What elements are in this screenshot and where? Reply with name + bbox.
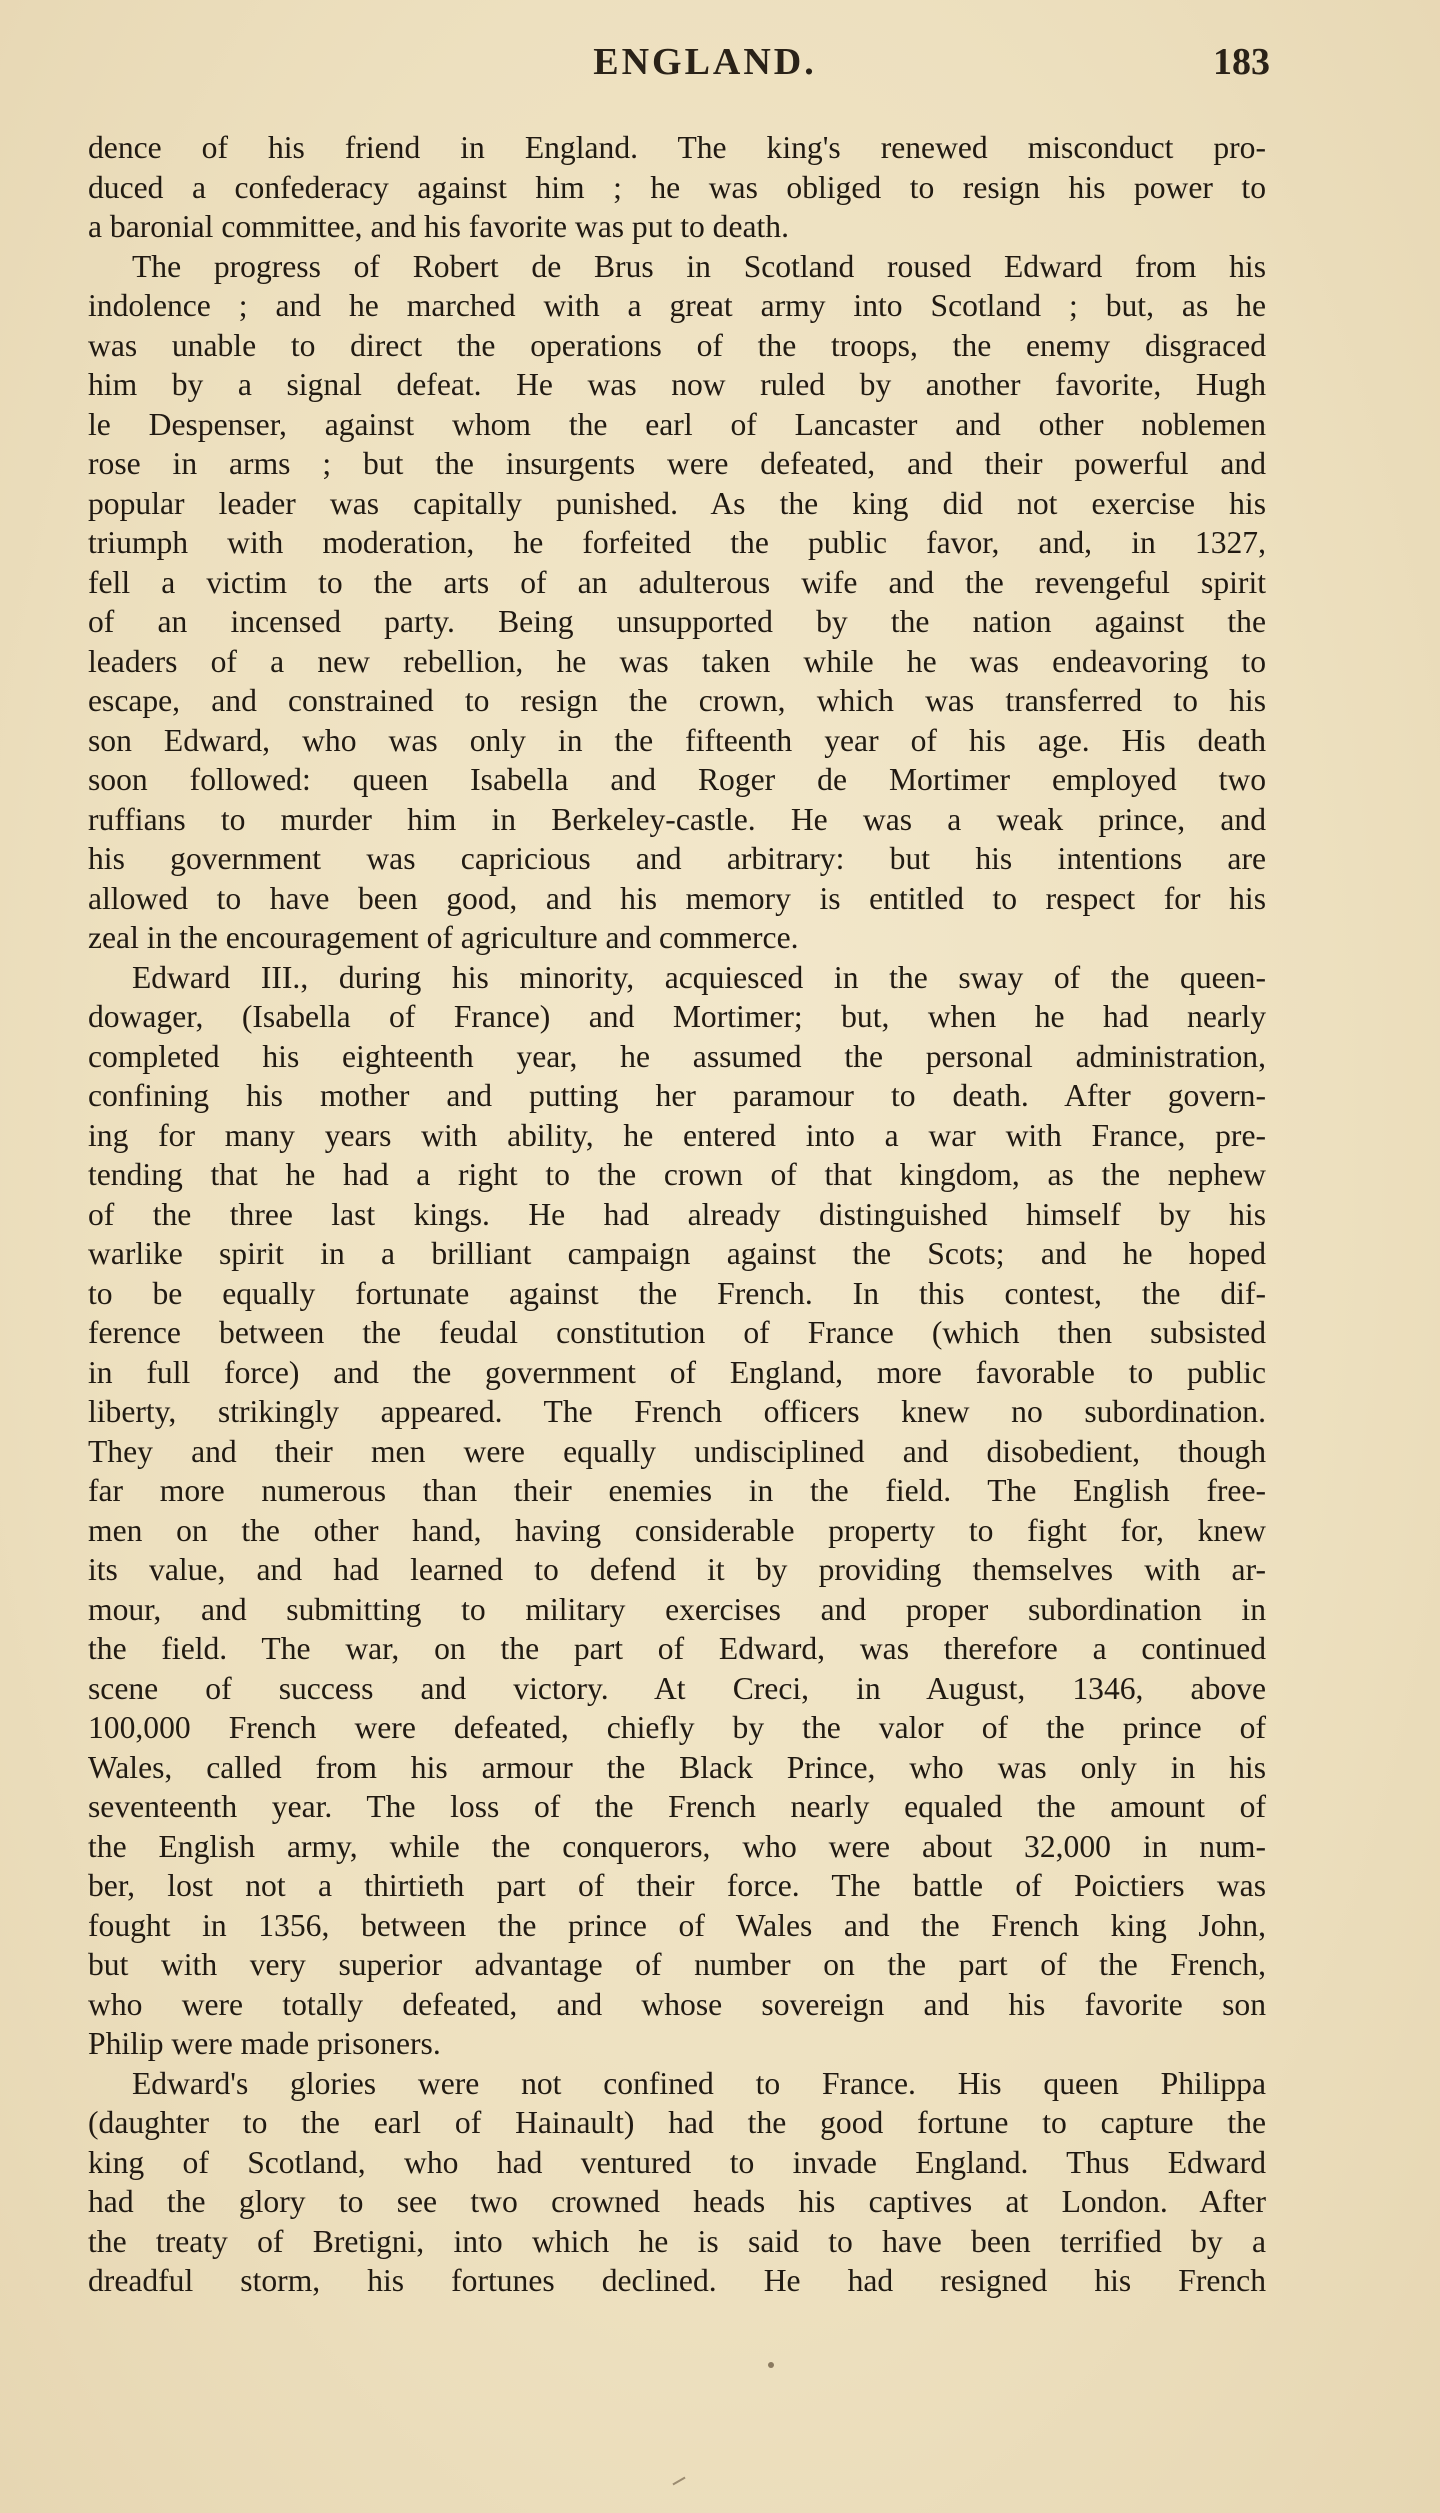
text-line: liberty, strikingly appeared. The French officers knew no subordination. [88, 1394, 1266, 1429]
text-line: dence of his friend in England. The king's renewed misconduct pro- [88, 130, 1266, 165]
text-line: but with very superior advantage of number on the part of the French, [88, 1947, 1266, 1982]
text-line: mour, and submitting to military exercises and proper subordination in [88, 1591, 1266, 1627]
text-line: ruffians to murder him in Berkeley-castle. He was a weak prince, and [88, 801, 1266, 837]
text-line: seventeenth year. The loss of the French nearly equaled the amount of [88, 1789, 1266, 1824]
text-line: king of Scotland, who had ventured to invade England. Thus Edward [88, 2144, 1266, 2180]
text-line: escape, and constrained to resign the crown, which was transferred to his [88, 683, 1266, 718]
text-line: duced a confederacy against him ; he was obliged to resign his power to [88, 169, 1266, 205]
text-line: ing for many years with ability, he entered into a war with France, pre- [88, 1117, 1266, 1153]
text-line: ber, lost not a thirtieth part of their force. The battle of Poictiers was [88, 1868, 1266, 1903]
body-text [88, 128, 1266, 2301]
text-line: son Edward, who was only in the fifteenth year of his age. His death [88, 722, 1266, 758]
text-line: the treaty of Bretigni, into which he is said to have been terrified by a [88, 2223, 1266, 2259]
print-mark [672, 2477, 685, 2486]
text-line: le Despenser, against whom the earl of Lancaster and other noblemen [88, 406, 1266, 442]
text-line: was unable to direct the operations of the troops, the enemy disgraced [88, 327, 1266, 363]
text-line: Philip were made prisoners. [88, 2026, 441, 2061]
text-line: far more numerous than their enemies in the field. The English free- [88, 1473, 1266, 1508]
running-head: ENGLAND. [593, 41, 817, 83]
text-line: warlike spirit in a brilliant campaign against the Scots; and he hoped [88, 1236, 1266, 1271]
text-line: leaders of a new rebellion, he was taken while he was endeavoring to [88, 643, 1266, 679]
text-line: of an incensed party. Being unsupported by the nation against the [88, 604, 1266, 639]
text-line: triumph with moderation, he forfeited the public favor, and, in 1327, [88, 525, 1266, 560]
text-line: him by a signal defeat. He was now ruled by another favorite, Hugh [88, 367, 1266, 402]
text-line: ference between the feudal constitution of France (which then subsisted [88, 1315, 1266, 1350]
text-line: fell a victim to the arts of an adulterous wife and the revengeful spirit [88, 564, 1266, 600]
text-line: had the glory to see two crowned heads his captives at London. After [88, 2184, 1266, 2219]
text-line: completed his eighteenth year, he assumed the personal administration, [88, 1038, 1266, 1074]
page-number: 183 [1213, 41, 1270, 83]
text-line: allowed to have been good, and his memory is entitled to respect for his [88, 880, 1266, 916]
text-line: The progress of Robert de Brus in Scotland roused Edward from his [132, 248, 1266, 284]
text-line: who were totally defeated, and whose sovereign and his favorite son [88, 1986, 1266, 2022]
text-line: men on the other hand, having considerable property to fight for, knew [88, 1512, 1266, 1548]
text-line: to be equally fortunate against the French. In this contest, the dif- [88, 1275, 1266, 1311]
page-header [140, 40, 1270, 100]
text-line: They and their men were equally undisciplined and disobedient, though [88, 1433, 1266, 1469]
text-line: his government was capricious and arbitrary: but his intentions are [88, 841, 1266, 876]
print-speck [768, 2362, 774, 2368]
text-line: of the three last kings. He had already distinguished himself by his [88, 1196, 1266, 1232]
text-line: zeal in the encouragement of agriculture and commerce. [88, 920, 799, 955]
text-line: (daughter to the earl of Hainault) had the good fortune to capture the [88, 2105, 1266, 2140]
text-line: rose in arms ; but the insurgents were defeated, and their powerful and [88, 446, 1266, 481]
text-line: its value, and had learned to defend it by providing themselves with ar- [88, 1552, 1266, 1587]
text-line: 100,000 French were defeated, chiefly by the valor of the prince of [88, 1710, 1266, 1745]
text-line: indolence ; and he marched with a great army into Scotland ; but, as he [88, 288, 1266, 323]
text-line: confining his mother and putting her paramour to death. After govern- [88, 1078, 1266, 1113]
text-line: dreadful storm, his fortunes declined. He had resigned his French [88, 2263, 1266, 2298]
text-line: popular leader was capitally punished. As the king did not exercise his [88, 485, 1266, 521]
text-line: in full force) and the government of England, more favorable to public [88, 1354, 1266, 1390]
text-line: dowager, (Isabella of France) and Mortimer; but, when he had nearly [88, 999, 1266, 1034]
text-line: scene of success and victory. At Creci, in August, 1346, above [88, 1670, 1266, 1706]
text-line: soon followed: queen Isabella and Roger de Mortimer employed two [88, 762, 1266, 797]
text-line: Wales, called from his armour the Black Prince, who was only in his [88, 1749, 1266, 1785]
text-line: Edward's glories were not confined to France. His queen Philippa [132, 2065, 1266, 2101]
text-line: fought in 1356, between the prince of Wales and the French king John, [88, 1907, 1266, 1943]
text-line: the field. The war, on the part of Edward, was therefore a continued [88, 1631, 1266, 1666]
text-line: tending that he had a right to the crown of that kingdom, as the nephew [88, 1157, 1266, 1192]
text-line: the English army, while the conquerors, who were about 32,000 in num- [88, 1828, 1266, 1864]
text-line: Edward III., during his minority, acquiesced in the sway of the queen- [132, 959, 1266, 995]
text-line: a baronial committee, and his favorite was put to death. [88, 209, 789, 244]
